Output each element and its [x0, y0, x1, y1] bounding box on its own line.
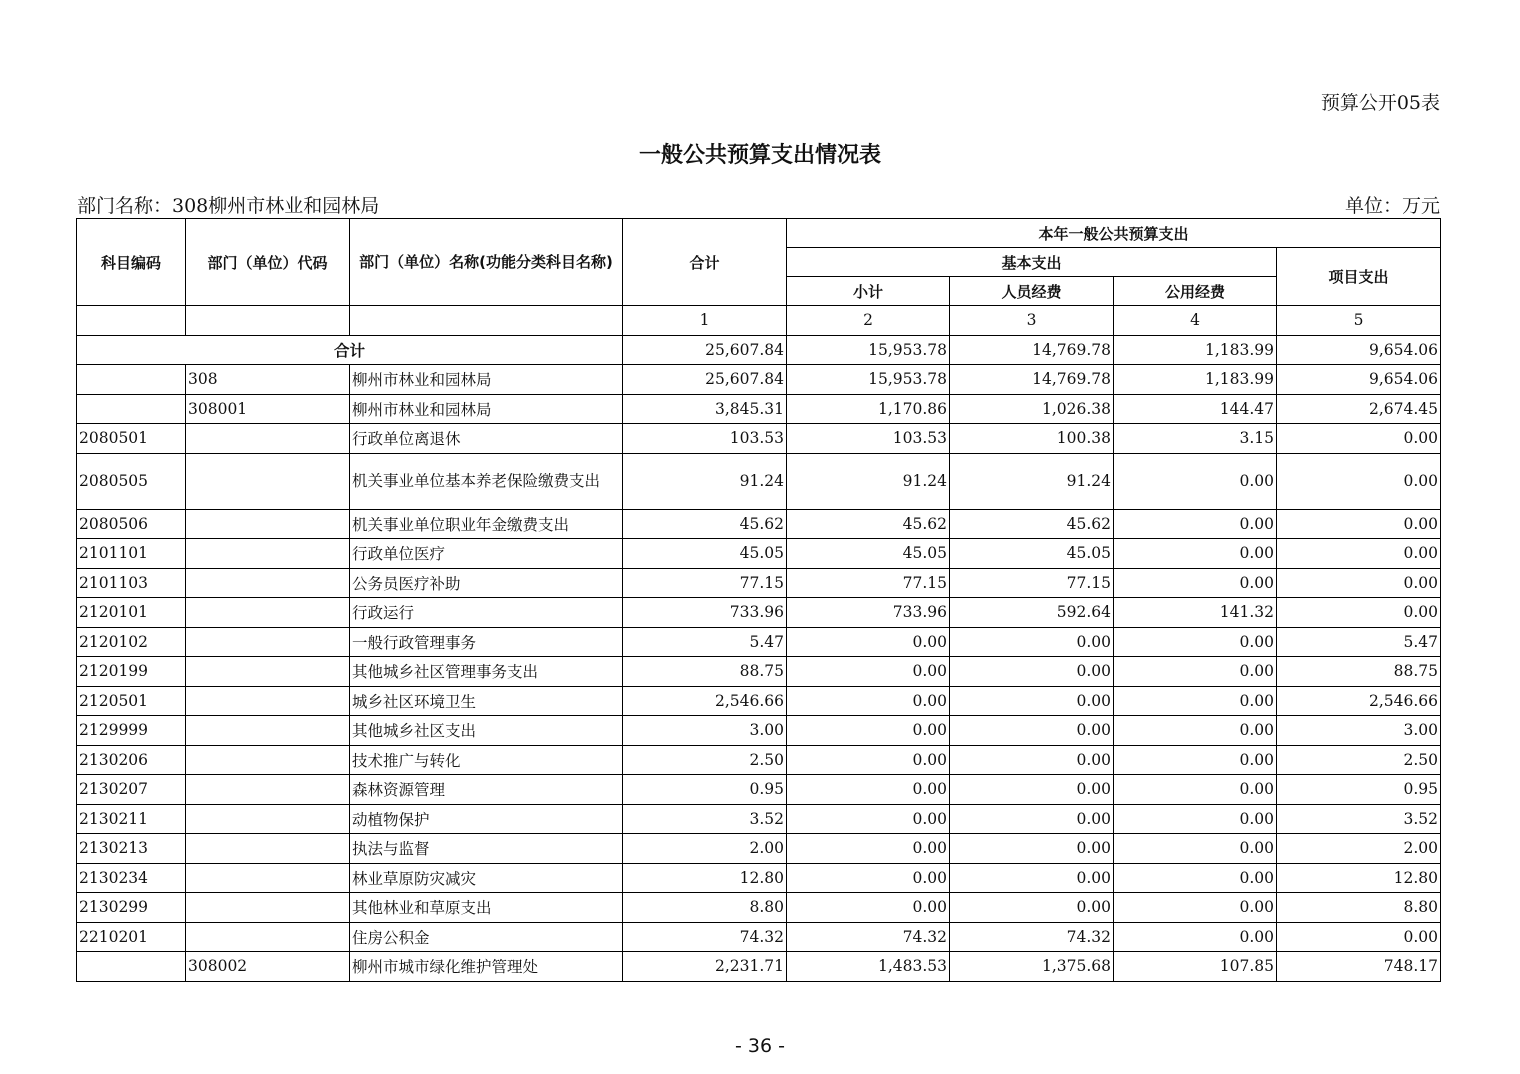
- dept-code-cell: [186, 834, 350, 864]
- dept-code-cell: 308001: [186, 394, 350, 424]
- dept-code-cell: 308: [186, 365, 350, 395]
- dept-name-cell: 机关事业单位基本养老保险缴费支出: [350, 453, 623, 509]
- amount-cell: 0.00: [950, 657, 1114, 687]
- amount-cell: 0.00: [787, 716, 950, 746]
- amount-cell: 25,607.84: [623, 365, 787, 395]
- dept-code-cell: [186, 424, 350, 454]
- amount-cell: 733.96: [787, 598, 950, 628]
- amount-cell: 8.80: [1277, 893, 1441, 923]
- header-subtotal: 小计: [787, 277, 950, 306]
- amount-cell: 77.15: [787, 568, 950, 598]
- dept-code-cell: [186, 598, 350, 628]
- amount-cell: 0.00: [1277, 568, 1441, 598]
- amount-cell: 14,769.78: [950, 365, 1114, 395]
- dept-code-cell: [186, 539, 350, 569]
- dept-name-cell: 行政单位医疗: [350, 539, 623, 569]
- amount-cell: 1,170.86: [787, 394, 950, 424]
- amount-cell: 0.00: [787, 775, 950, 805]
- page-number: - 36 -: [735, 1035, 785, 1057]
- header-personnel: 人员经费: [950, 277, 1114, 306]
- subject-code-cell: [77, 394, 186, 424]
- amount-cell: 0.00: [950, 834, 1114, 864]
- amount-cell: 74.32: [623, 922, 787, 952]
- subject-code-cell: 2120101: [77, 598, 186, 628]
- dept-name-cell: 其他城乡社区管理事务支出: [350, 657, 623, 687]
- dept-name-cell: 森林资源管理: [350, 775, 623, 805]
- header-subject-code: 科目编码: [77, 219, 186, 306]
- amount-cell: 0.00: [1277, 424, 1441, 454]
- dept-name-cell: 城乡社区环境卫生: [350, 686, 623, 716]
- table-row: [77, 775, 1441, 805]
- amount-cell: 0.00: [1114, 922, 1277, 952]
- amount-cell: 0.00: [1277, 539, 1441, 569]
- amount-cell: 103.53: [623, 424, 787, 454]
- index-cell: 1: [623, 306, 787, 336]
- subject-code-cell: [77, 365, 186, 395]
- dept-name-cell: 林业草原防灾减灾: [350, 863, 623, 893]
- dept-code-cell: [186, 893, 350, 923]
- amount-cell: 77.15: [950, 568, 1114, 598]
- amount-cell: 0.00: [1277, 598, 1441, 628]
- table-row: [77, 745, 1441, 775]
- budget-table: [76, 218, 1441, 982]
- amount-cell: 45.05: [623, 539, 787, 569]
- amount-cell: 91.24: [950, 453, 1114, 509]
- index-blank: [186, 306, 350, 336]
- dept-code-cell: [186, 627, 350, 657]
- amount-cell: 0.00: [950, 863, 1114, 893]
- amount-cell: 0.00: [950, 804, 1114, 834]
- dept-code-cell: [186, 657, 350, 687]
- dept-name-cell: 动植物保护: [350, 804, 623, 834]
- amount-cell: 0.00: [1114, 834, 1277, 864]
- subject-code-cell: 2210201: [77, 922, 186, 952]
- department-label: 部门名称：308柳州市林业和园林局: [77, 195, 380, 217]
- amount-cell: 107.85: [1114, 952, 1277, 982]
- dept-name-cell: 其他城乡社区支出: [350, 716, 623, 746]
- dept-name-cell: 住房公积金: [350, 922, 623, 952]
- subject-code-cell: 2130213: [77, 834, 186, 864]
- amount-cell: 3.15: [1114, 424, 1277, 454]
- amount-cell: 1,183.99: [1114, 365, 1277, 395]
- dept-name-cell: 机关事业单位职业年金缴费支出: [350, 509, 623, 539]
- amount-cell: 0.00: [787, 863, 950, 893]
- dept-code-cell: [186, 775, 350, 805]
- amount-cell: 45.05: [787, 539, 950, 569]
- table-row: [77, 598, 1441, 628]
- amount-cell: 2.50: [1277, 745, 1441, 775]
- amount-cell: 0.95: [623, 775, 787, 805]
- amount-cell: 1,483.53: [787, 952, 950, 982]
- dept-code-cell: [186, 716, 350, 746]
- amount-cell: 88.75: [1277, 657, 1441, 687]
- amount-cell: 12.80: [1277, 863, 1441, 893]
- dept-name-cell: 柳州市林业和园林局: [350, 365, 623, 395]
- amount-cell: 0.00: [950, 627, 1114, 657]
- dept-code-cell: [186, 745, 350, 775]
- dept-code-cell: [186, 686, 350, 716]
- table-row: [77, 804, 1441, 834]
- index-cell: 2: [787, 306, 950, 336]
- subject-code-cell: 2130211: [77, 804, 186, 834]
- header-project: 项目支出: [1277, 248, 1441, 306]
- meta-row: [77, 191, 1440, 218]
- dept-code-cell: [186, 568, 350, 598]
- subject-code-cell: 2080505: [77, 453, 186, 509]
- amount-cell: 0.00: [1114, 657, 1277, 687]
- table-row: [77, 922, 1441, 952]
- amount-cell: 0.00: [950, 686, 1114, 716]
- dept-name-cell: 一般行政管理事务: [350, 627, 623, 657]
- index-blank: [350, 306, 623, 336]
- amount-cell: 9,654.06: [1277, 365, 1441, 395]
- amount-cell: 0.00: [1114, 509, 1277, 539]
- amount-cell: 5.47: [623, 627, 787, 657]
- amount-cell: 0.00: [787, 745, 950, 775]
- amount-cell: 88.75: [623, 657, 787, 687]
- page-title: 一般公共预算支出情况表: [638, 143, 881, 168]
- index-row: [77, 306, 1441, 336]
- header-current-year: 本年一般公共预算支出: [787, 219, 1441, 248]
- amount-cell: 0.00: [1114, 568, 1277, 598]
- amount-cell: 3.52: [1277, 804, 1441, 834]
- amount-cell: 77.15: [623, 568, 787, 598]
- table-row: [77, 509, 1441, 539]
- subject-code-cell: 2120102: [77, 627, 186, 657]
- amount-cell: 74.32: [950, 922, 1114, 952]
- dept-name-cell: 行政运行: [350, 598, 623, 628]
- dept-code-cell: [186, 509, 350, 539]
- index-cell: 4: [1114, 306, 1277, 336]
- amount-cell: 141.32: [1114, 598, 1277, 628]
- table-row: [77, 863, 1441, 893]
- index-cell: 3: [950, 306, 1114, 336]
- amount-cell: 0.00: [1114, 686, 1277, 716]
- amount-cell: 0.00: [787, 804, 950, 834]
- amount-cell: 0.00: [787, 627, 950, 657]
- table-row: [77, 657, 1441, 687]
- amount-cell: 45.62: [950, 509, 1114, 539]
- total-row: [77, 335, 1441, 365]
- amount-cell: 144.47: [1114, 394, 1277, 424]
- amount-cell: 3.00: [1277, 716, 1441, 746]
- table-row: [77, 716, 1441, 746]
- subject-code-cell: 2130299: [77, 893, 186, 923]
- dept-name-cell: 柳州市城市绿化维护管理处: [350, 952, 623, 982]
- header-dept-name: 部门（单位）名称(功能分类科目名称): [350, 219, 623, 306]
- amount-cell: 0.00: [787, 686, 950, 716]
- amount-cell: 2,674.45: [1277, 394, 1441, 424]
- subject-code-cell: 2130206: [77, 745, 186, 775]
- amount-cell: 45.62: [623, 509, 787, 539]
- amount-cell: 74.32: [787, 922, 950, 952]
- amount-cell: 0.00: [1114, 863, 1277, 893]
- table-row: [77, 453, 1441, 509]
- amount-cell: 1,375.68: [950, 952, 1114, 982]
- amount-cell: 45.62: [787, 509, 950, 539]
- dept-name-cell: 其他林业和草原支出: [350, 893, 623, 923]
- amount-cell: 0.95: [1277, 775, 1441, 805]
- amount-cell: 2.00: [623, 834, 787, 864]
- amount-cell: 0.00: [1114, 453, 1277, 509]
- amount-cell: 0.00: [1114, 745, 1277, 775]
- subject-code-cell: 2120501: [77, 686, 186, 716]
- header-dept-code: 部门（单位）代码: [186, 219, 350, 306]
- table-row: [77, 394, 1441, 424]
- amount-cell: 1,026.38: [950, 394, 1114, 424]
- amount-cell: 0.00: [950, 716, 1114, 746]
- amount-cell: 733.96: [623, 598, 787, 628]
- dept-name-cell: 柳州市林业和园林局: [350, 394, 623, 424]
- dept-name-cell: 技术推广与转化: [350, 745, 623, 775]
- subject-code-cell: 2130234: [77, 863, 186, 893]
- amount-cell: 91.24: [623, 453, 787, 509]
- amount-cell: 2,231.71: [623, 952, 787, 982]
- amount-cell: 0.00: [1114, 775, 1277, 805]
- amount-cell: 0.00: [1114, 893, 1277, 923]
- table-row: [77, 627, 1441, 657]
- dept-code-cell: [186, 863, 350, 893]
- amount-cell: 3.00: [623, 716, 787, 746]
- dept-code-cell: [186, 922, 350, 952]
- amount-cell: 5.47: [1277, 627, 1441, 657]
- total-value: 15,953.78: [787, 335, 950, 365]
- subject-code-cell: 2120199: [77, 657, 186, 687]
- amount-cell: 91.24: [787, 453, 950, 509]
- amount-cell: 2.00: [1277, 834, 1441, 864]
- index-cell: 5: [1277, 306, 1441, 336]
- amount-cell: 0.00: [1114, 627, 1277, 657]
- header-total: 合计: [623, 219, 787, 306]
- amount-cell: 748.17: [1277, 952, 1441, 982]
- table-row: [77, 539, 1441, 569]
- amount-cell: 100.38: [950, 424, 1114, 454]
- subject-code-cell: 2101101: [77, 539, 186, 569]
- amount-cell: 0.00: [787, 657, 950, 687]
- amount-cell: 0.00: [1114, 539, 1277, 569]
- amount-cell: 0.00: [1277, 922, 1441, 952]
- subject-code-cell: 2080506: [77, 509, 186, 539]
- total-value: 25,607.84: [623, 335, 787, 365]
- amount-cell: 592.64: [950, 598, 1114, 628]
- subject-code-cell: 2129999: [77, 716, 186, 746]
- table-row: [77, 686, 1441, 716]
- amount-cell: 0.00: [1114, 716, 1277, 746]
- table-row: [77, 834, 1441, 864]
- total-label: 合计: [77, 335, 623, 365]
- subject-code-cell: 2101103: [77, 568, 186, 598]
- amount-cell: 2,546.66: [623, 686, 787, 716]
- header-public: 公用经费: [1114, 277, 1277, 306]
- table-row: [77, 952, 1441, 982]
- subject-code-cell: 2130207: [77, 775, 186, 805]
- amount-cell: 15,953.78: [787, 365, 950, 395]
- unit-label: 单位：万元: [1344, 195, 1440, 217]
- amount-cell: 8.80: [623, 893, 787, 923]
- amount-cell: 0.00: [1277, 509, 1441, 539]
- amount-cell: 0.00: [950, 745, 1114, 775]
- dept-code-cell: 308002: [186, 952, 350, 982]
- amount-cell: 2,546.66: [1277, 686, 1441, 716]
- amount-cell: 0.00: [787, 834, 950, 864]
- index-blank: [77, 306, 186, 336]
- amount-cell: 0.00: [787, 893, 950, 923]
- table-row: [77, 365, 1441, 395]
- header-basic: 基本支出: [787, 248, 1277, 277]
- table-row: [77, 893, 1441, 923]
- form-id: 预算公开05表: [1320, 92, 1440, 114]
- amount-cell: 0.00: [1277, 453, 1441, 509]
- dept-name-cell: 公务员医疗补助: [350, 568, 623, 598]
- amount-cell: 3.52: [623, 804, 787, 834]
- dept-name-cell: 执法与监督: [350, 834, 623, 864]
- amount-cell: 2.50: [623, 745, 787, 775]
- table-row: [77, 568, 1441, 598]
- amount-cell: 12.80: [623, 863, 787, 893]
- amount-cell: 103.53: [787, 424, 950, 454]
- amount-cell: 45.05: [950, 539, 1114, 569]
- dept-name-cell: 行政单位离退休: [350, 424, 623, 454]
- dept-code-cell: [186, 804, 350, 834]
- table-row: [77, 424, 1441, 454]
- amount-cell: 0.00: [1114, 804, 1277, 834]
- dept-code-cell: [186, 453, 350, 509]
- amount-cell: 0.00: [950, 893, 1114, 923]
- amount-cell: 3,845.31: [623, 394, 787, 424]
- amount-cell: 0.00: [950, 775, 1114, 805]
- subject-code-cell: 2080501: [77, 424, 186, 454]
- total-value: 1,183.99: [1114, 335, 1277, 365]
- total-value: 14,769.78: [950, 335, 1114, 365]
- total-value: 9,654.06: [1277, 335, 1441, 365]
- subject-code-cell: [77, 952, 186, 982]
